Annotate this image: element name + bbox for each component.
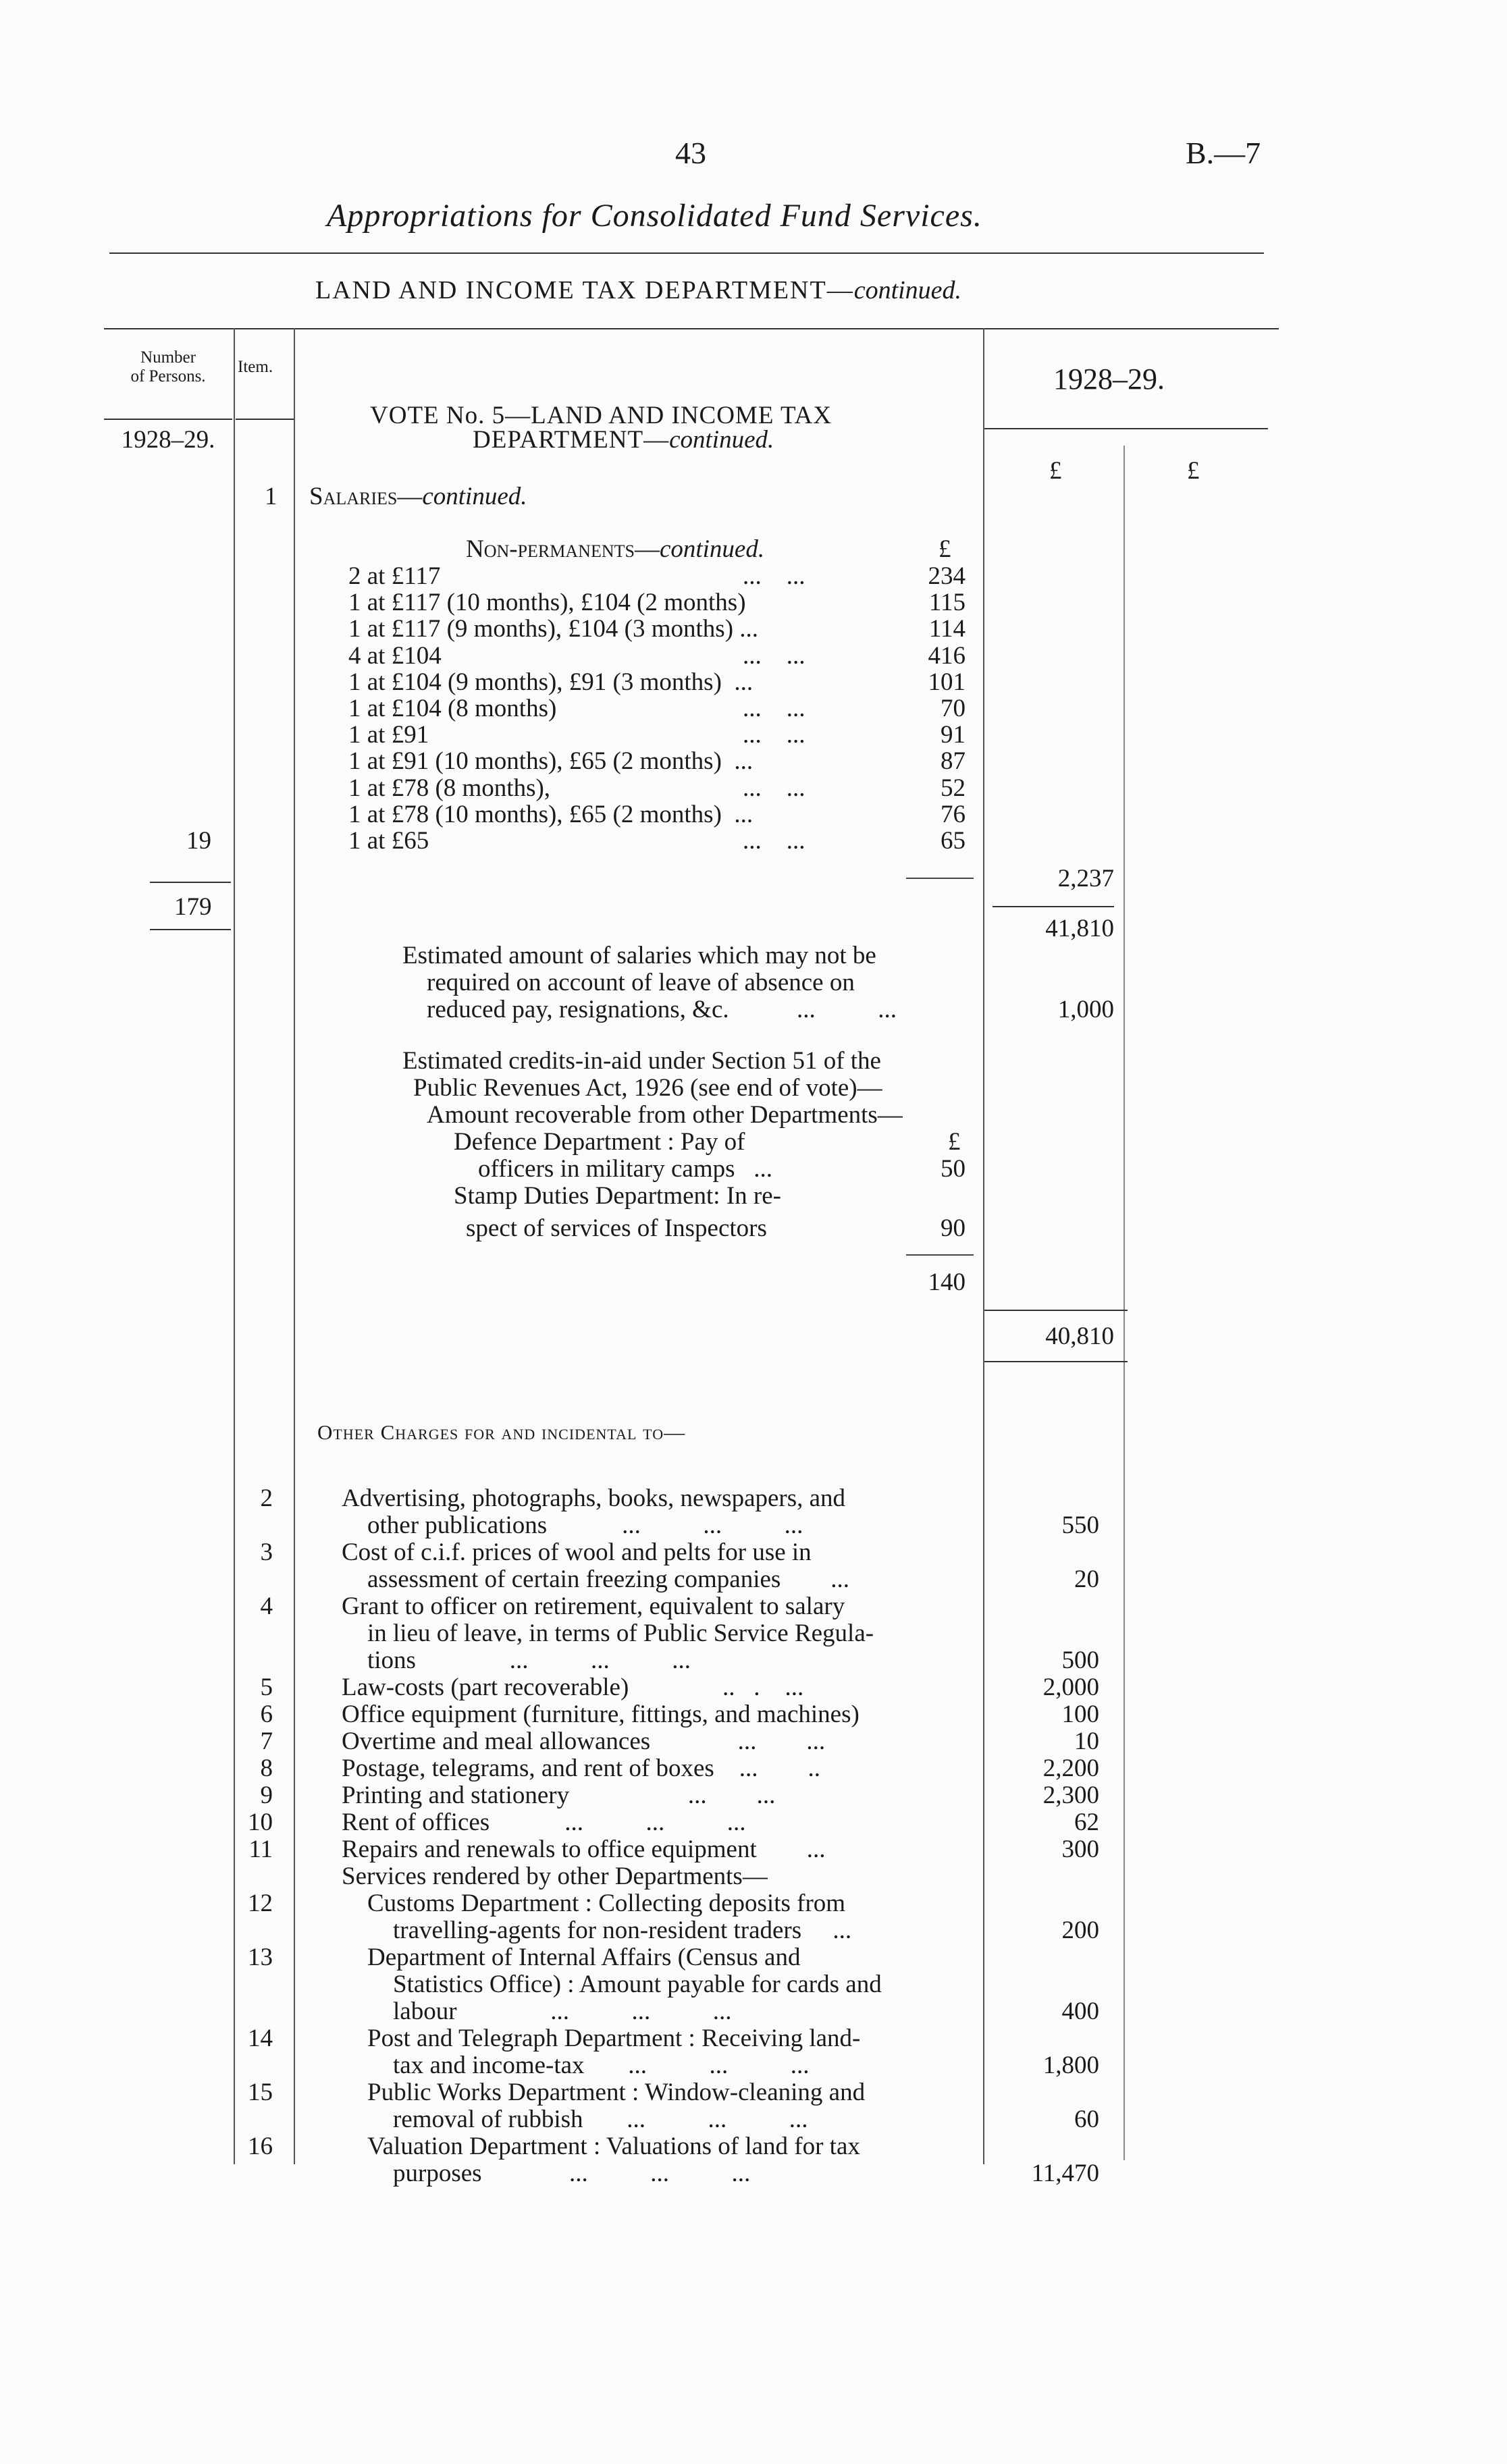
- charge-item-text: Repairs and renewals to office equipment ...: [342, 1836, 826, 1863]
- defence-line2: officers in military camps ...: [478, 1155, 773, 1183]
- nonpermanents-heading: [466, 536, 764, 563]
- subtotal-rule: [906, 878, 974, 879]
- persons-header-line2: of Persons.: [130, 367, 206, 385]
- header-rule: [109, 252, 1264, 254]
- vote-title-line1: VOTE No. 5—LAND AND INCOME TAX: [370, 402, 832, 429]
- charge-item-text: Customs Department : Collecting deposits from: [367, 1890, 846, 1917]
- salary-row-text: 2 at £117: [348, 562, 441, 590]
- estimated-line3: reduced pay, resignations, &c.: [427, 996, 729, 1023]
- charge-item-number: 11: [248, 1836, 273, 1863]
- credits-total: 140: [928, 1268, 966, 1296]
- charge-item-amount: 62: [1074, 1809, 1099, 1836]
- salary-row-text: 1 at £91 (10 months), £65 (2 months) ...: [348, 747, 754, 775]
- charge-item-text: Rent of offices ... ... ...: [342, 1809, 746, 1836]
- charge-item-number: 13: [248, 1944, 273, 1971]
- charge-item-amount: 2,300: [1042, 1782, 1099, 1809]
- salaries-item-number: 1: [265, 483, 277, 510]
- charge-item-text: Department of Internal Affairs (Census and: [367, 1944, 801, 1971]
- charge-item-number: 15: [248, 2079, 273, 2106]
- department-title: [315, 275, 961, 305]
- charge-item-text: Public Works Department : Window-cleaning and: [367, 2079, 866, 2106]
- salary-row-text: 1 at £65: [348, 827, 429, 855]
- charge-item-amount: 550: [1061, 1511, 1099, 1539]
- charge-item-amount: 300: [1061, 1836, 1099, 1863]
- charge-item-text: Advertising, photographs, books, newspapers, and: [342, 1484, 846, 1512]
- salary-row-text: 1 at £78 (10 months), £65 (2 months) ...: [348, 801, 754, 828]
- salaries-label: Salaries—: [309, 483, 423, 510]
- charge-item-number: 6: [260, 1700, 273, 1728]
- charge-item-text: Valuation Department : Valuations of land for tax: [367, 2133, 860, 2160]
- charge-item-text: travelling-agents for non-resident traders ...: [393, 1917, 852, 1944]
- persons-header: [104, 348, 232, 386]
- amount-year: 1928–29.: [1053, 363, 1165, 396]
- charge-item-text: Statistics Office) : Amount payable for cards and: [393, 1971, 882, 1998]
- charge-item-text: assessment of certain freezing companies ...: [367, 1565, 850, 1593]
- vote-continued: continued.: [669, 426, 774, 454]
- vote-dept: DEPARTMENT—: [473, 426, 670, 454]
- charge-item-text: Postage, telegrams, and rent of boxes ... ..: [342, 1755, 821, 1782]
- charge-item-amount: 1,800: [1042, 2052, 1099, 2079]
- pound-sign-col1: £: [1049, 457, 1062, 485]
- charge-item-amount: 11,470: [1031, 2160, 1099, 2187]
- credits-rule: [906, 1254, 974, 1256]
- salary-row-amount: 70: [941, 695, 966, 722]
- charge-item-amount: 500: [1061, 1646, 1099, 1674]
- stamp-amount: 90: [941, 1214, 966, 1242]
- charge-item-text: in lieu of leave, in terms of Public Service Regula-: [367, 1619, 874, 1647]
- charge-item-text: Office equipment (furniture, fittings, and machines): [342, 1700, 860, 1728]
- defence-pound: £: [948, 1128, 961, 1156]
- charge-item-text: tax and income-tax ... ... ...: [393, 2052, 810, 2079]
- services-heading: Services rendered by other Departments—: [342, 1863, 768, 1890]
- salary-row-text: 1 at £117 (10 months), £104 (2 months): [348, 589, 746, 616]
- column-rule-item: [294, 328, 295, 2164]
- salaries-continued: continued.: [422, 483, 527, 510]
- salaries-heading: [309, 483, 527, 510]
- persons-bottom-rule: [150, 929, 231, 930]
- salary-row-dots: ... ...: [743, 642, 805, 670]
- defence-amount: 50: [941, 1155, 966, 1183]
- salary-row-amount: 65: [941, 827, 966, 855]
- net-total-top-rule: [984, 1310, 1128, 1311]
- charge-item-amount: 2,000: [1042, 1673, 1099, 1701]
- persons-count: 19: [186, 827, 211, 855]
- item-header: Item.: [238, 358, 273, 376]
- nonpermanents-label: Non-permanents—: [466, 535, 660, 563]
- charge-item-number: 7: [260, 1728, 273, 1755]
- salary-row-dots: ... ...: [743, 827, 805, 855]
- estimated-line2: required on account of leave of absence on: [427, 969, 855, 996]
- credits-line1: Estimated credits-in-aid under Section 51 of the: [402, 1047, 881, 1075]
- total-persons: 179: [174, 893, 212, 921]
- charge-item-text: Overtime and meal allowances ... ...: [342, 1728, 826, 1755]
- salary-row-amount: 101: [928, 668, 966, 696]
- charge-item-text: Post and Telegraph Department : Receiving land-: [367, 2025, 861, 2052]
- net-total: 40,810: [1045, 1322, 1114, 1350]
- credits-line3: Amount recoverable from other Departments—: [427, 1101, 903, 1129]
- salary-row-text: 4 at £104: [348, 642, 442, 670]
- salary-row-dots: ... ...: [743, 721, 805, 749]
- persons-year: 1928–29.: [121, 426, 215, 454]
- persons-total-rule: [150, 882, 231, 883]
- pound-sign-col2: £: [1187, 457, 1200, 485]
- estimated-line1: Estimated amount of salaries which may not be: [402, 942, 876, 969]
- charge-item-number: 9: [260, 1782, 273, 1809]
- charge-item-amount: 200: [1061, 1917, 1099, 1944]
- defence-line1: Defence Department : Pay of: [454, 1128, 745, 1156]
- salary-row-dots: ... ...: [743, 774, 805, 802]
- charge-item-number: 14: [248, 2025, 273, 2052]
- charge-item-text: labour ... ... ...: [393, 1998, 732, 2025]
- column-rule-persons: [234, 328, 235, 2164]
- charge-item-amount: 60: [1074, 2106, 1099, 2133]
- stamp-line2: spect of services of Inspectors: [466, 1214, 767, 1242]
- salary-row-text: 1 at £78 (8 months),: [348, 774, 551, 802]
- salary-total-rule: [993, 906, 1114, 907]
- charge-item-text: Cost of c.i.f. prices of wool and pelts for use in: [342, 1538, 812, 1566]
- column-rule-amount: [983, 328, 984, 2164]
- salary-total: 41,810: [1045, 915, 1114, 942]
- charge-item-amount: 10: [1074, 1728, 1099, 1755]
- salary-row-text: 1 at £117 (9 months), £104 (3 months) ...: [348, 615, 759, 643]
- column-rule-amount-inner: [1123, 446, 1125, 2160]
- other-charges-heading: Other Charges for and incidental to—: [317, 1420, 686, 1444]
- salary-row-text: 1 at £91: [348, 721, 429, 749]
- charge-item-amount: 2,200: [1042, 1755, 1099, 1782]
- net-total-bottom-rule: [984, 1361, 1128, 1362]
- department-name: LAND AND INCOME TAX DEPARTMENT—: [315, 276, 854, 304]
- salary-row-amount: 76: [941, 801, 966, 828]
- estimated-dots: ... ...: [797, 996, 897, 1023]
- charge-item-text: Grant to officer on retirement, equivalent to salary: [342, 1592, 845, 1620]
- charge-item-text: other publications ... ... ...: [367, 1511, 803, 1539]
- charge-item-text: tions ... ... ...: [367, 1646, 691, 1674]
- charge-item-text: removal of rubbish ... ... ...: [393, 2106, 808, 2133]
- charge-item-number: 10: [248, 1809, 273, 1836]
- charge-item-number: 4: [260, 1592, 273, 1620]
- salary-row-amount: 87: [941, 747, 966, 775]
- estimated-amount: 1,000: [1057, 996, 1114, 1023]
- charge-item-text: purposes ... ... ...: [393, 2160, 751, 2187]
- salary-row-amount: 114: [928, 615, 966, 643]
- department-continued: continued.: [853, 276, 962, 304]
- charge-item-number: 16: [248, 2133, 273, 2160]
- charge-item-amount: 100: [1061, 1700, 1099, 1728]
- persons-header-line1: Number: [140, 348, 196, 367]
- salary-row-amount: 91: [941, 721, 966, 749]
- salary-subtotal: 2,237: [1057, 865, 1114, 892]
- charge-item-text: Law-costs (part recoverable) .. . ...: [342, 1673, 804, 1701]
- nonpermanents-continued: continued.: [659, 535, 765, 563]
- salary-row-dots: ... ...: [743, 695, 805, 722]
- salary-row-amount: 115: [928, 589, 966, 616]
- salaries-pound-sign: £: [938, 535, 951, 563]
- salary-row-dots: ... ...: [743, 562, 805, 590]
- charge-item-amount: 400: [1061, 1998, 1099, 2025]
- charge-item-number: 2: [260, 1484, 273, 1512]
- charge-item-number: 3: [260, 1538, 273, 1566]
- stamp-line1: Stamp Duties Department: In re-: [454, 1182, 781, 1210]
- page-number: 43: [675, 136, 706, 170]
- salary-row-amount: 52: [941, 774, 966, 802]
- charge-item-number: 5: [260, 1673, 273, 1701]
- salary-row-amount: 234: [928, 562, 966, 590]
- salary-row-text: 1 at £104 (9 months), £91 (3 months) ...: [348, 668, 754, 696]
- table-top-rule: [104, 328, 1279, 329]
- item-header-rule: [236, 419, 294, 420]
- vote-title-line2: [473, 427, 774, 454]
- charge-item-number: 8: [260, 1755, 273, 1782]
- salary-row-text: 1 at £104 (8 months): [348, 695, 557, 722]
- charge-item-text: Printing and stationery ... ...: [342, 1782, 776, 1809]
- charge-item-number: 12: [248, 1890, 273, 1917]
- document-code: B.—7: [1186, 136, 1261, 170]
- salary-row-amount: 416: [928, 642, 966, 670]
- page-title: Appropriations for Consolidated Fund Services.: [327, 198, 982, 234]
- amount-header-rule: [984, 428, 1268, 429]
- charge-item-amount: 20: [1074, 1565, 1099, 1593]
- credits-line2: Public Revenues Act, 1926 (see end of vote)—: [413, 1074, 882, 1102]
- persons-header-rule: [104, 419, 232, 420]
